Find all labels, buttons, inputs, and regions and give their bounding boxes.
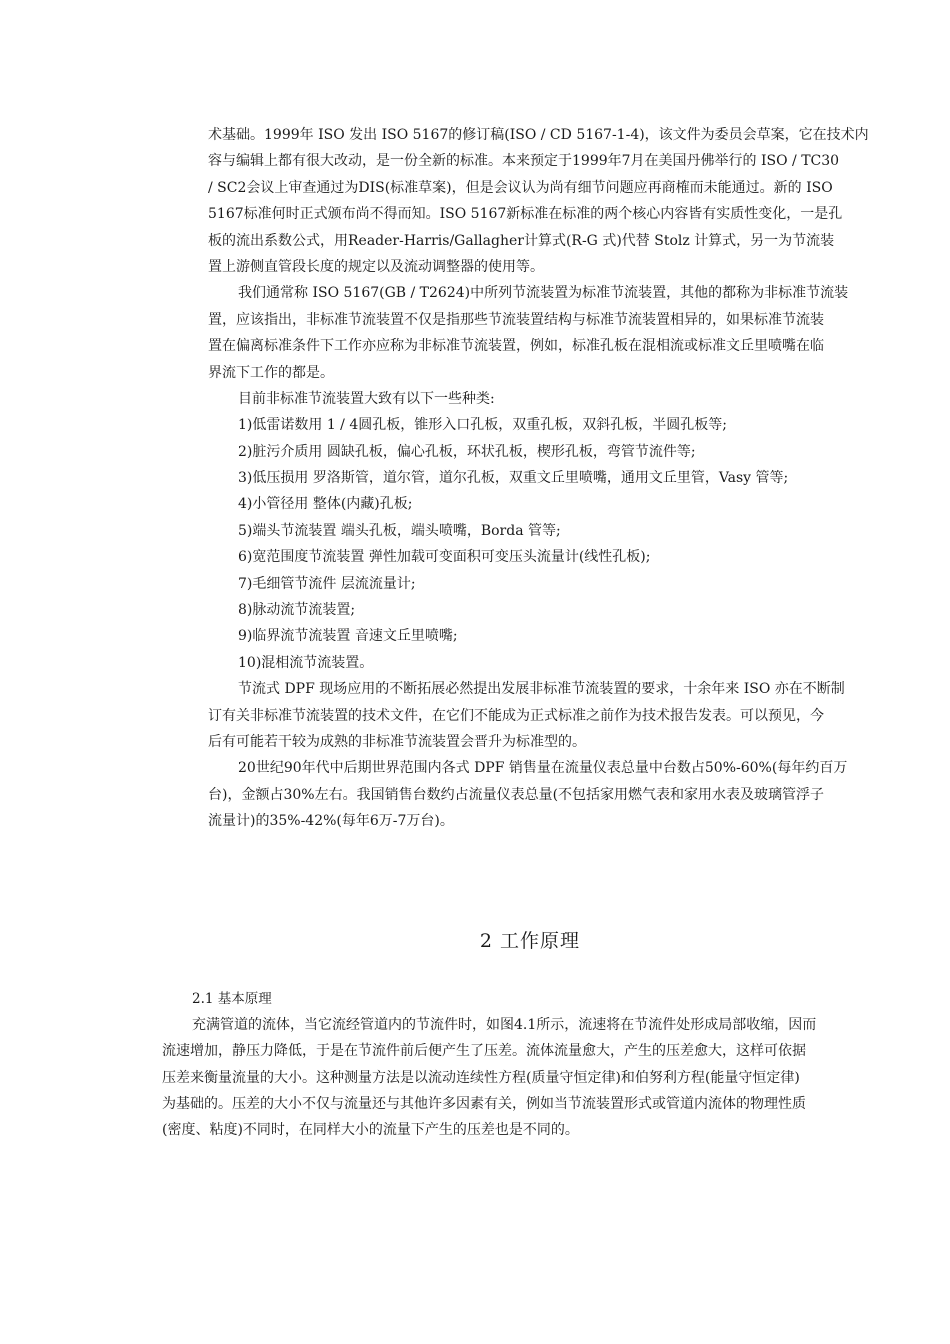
sub-heading: 2.1 基本原理 (192, 991, 272, 1007)
list-item: 6)宽范围度节流装置 弹性加载可变面积可变压头流量计(线性孔板); (238, 549, 651, 566)
list-item: 10)混相流节流装置。 (238, 654, 374, 671)
text-line: 5167标准何时正式颁布尚不得而知。ISO 5167新标准在标准的两个核心内容皆有实质性变化，一是孔 (208, 206, 843, 223)
text-line: 置在偏离标准条件下工作亦应称为非标准节流装置，例如，标准孔板在混相流或标准文丘里喷嘴在临 (208, 338, 824, 355)
list-item: 8)脉动流节流装置; (238, 602, 356, 619)
list-item: 7)毛细管节流件 层流流量计; (238, 575, 416, 592)
text-line: / SC2会议上审查通过为DIS(标准草案)，但是会议认为尚有细节问题应再商榷而未能通过。新的 ISO (208, 179, 833, 196)
list-item: 1)低雷诺数用 1 / 4圆孔板，锥形入口孔板，双重孔板，双斜孔板，半圆孔板等; (238, 417, 727, 434)
body-text-upper (208, 122, 918, 835)
body-text-lower (162, 986, 912, 1143)
section-title: 2 工作原理 (479, 930, 581, 952)
list-item: 9)临界流节流装置 音速文丘里喷嘴; (238, 628, 458, 645)
text-line: 目前非标准节流装置大致有以下一些种类: (238, 390, 495, 407)
text-line: 我们通常称 ISO 5167(GB / T2624)中所列节流装置为标准节流装置，其他的都称为非标准节流装 (238, 285, 849, 302)
text-line: 后有可能若干较为成熟的非标准节流装置会晋升为标准型的。 (208, 733, 586, 750)
text-line: 为基础的。压差的大小不仅与流量还与其他许多因素有关，例如当节流装置形式或管道内流体的物理性质 (162, 1095, 806, 1112)
text-line: 置，应该指出，非标准节流装置不仅是指那些节流装置结构与标准节流装置相异的，如果标准节流装 (208, 311, 824, 328)
text-line: 20世纪90年代中后期世界范围内各式 DPF 销售量在流量仪表总量中台数占50%-60%(每年约百万 (238, 760, 848, 777)
text-line: 术基础。1999年 ISO 发出 ISO 5167的修订稿(ISO / CD 5167-1-4)，该文件为委员会草案，它在技术内 (208, 127, 869, 143)
text-line: 压差来衡量流量的大小。这种测量方法是以流动连续性方程(质量守恒定律)和伯努利方程(能量守恒定律) (162, 1069, 800, 1086)
text-line: 流量计)的35%-42%(每年6万-7万台)。 (208, 813, 454, 830)
text-line: 节流式 DPF 现场应用的不断拓展必然提出发展非标准节流装置的要求，十余年来 ISO 亦在不断制 (238, 681, 845, 698)
text-line: 容与编辑上都有很大改动，是一份全新的标准。本来预定于1999年7月在美国丹佛举行的 ISO / TC30 (208, 153, 840, 170)
text-line: 置上游侧直管段长度的规定以及流动调整器的使用等。 (208, 258, 544, 275)
text-line: 流速增加，静压力降低，于是在节流件前后便产生了压差。流体流量愈大，产生的压差愈大，这样可依据 (162, 1043, 806, 1060)
text-line: 界流下工作的都是。 (208, 364, 334, 381)
list-item: 2)脏污介质用 圆缺孔板，偏心孔板，环状孔板，楔形孔板，弯管节流件等; (238, 443, 696, 460)
text-line: (密度、粘度)不同时，在同样大小的流量下产生的压差也是不同的。 (162, 1121, 579, 1138)
list-item: 5)端头节流装置 端头孔板，端头喷嘴，Borda 管等; (238, 522, 561, 539)
text-line: 台)，金额占30%左右。我国销售台数约占流量仪表总量(不包括家用燃气表和家用水表及玻璃管浮子 (208, 786, 825, 803)
list-item: 3)低压损用 罗洛斯管，道尔管，道尔孔板，双重文丘里喷嘴，通用文丘里管，Vasy 管等; (238, 470, 789, 487)
text-line: 充满管道的流体，当它流经管道内的节流件时，如图4.1所示，流速将在节流件处形成局部收缩，因而 (192, 1017, 817, 1034)
list-item: 4)小管径用 整体(内藏)孔板; (238, 496, 413, 513)
text-line: 板的流出系数公式，用Reader-Harris/Gallagher计算式(R-G 式)代替 Stolz 计算式，另一为节流装 (208, 232, 835, 249)
text-line: 订有关非标准节流装置的技术文件，在它们不能成为正式标准之前作为技术报告发表。可以预见，今 (208, 707, 824, 724)
